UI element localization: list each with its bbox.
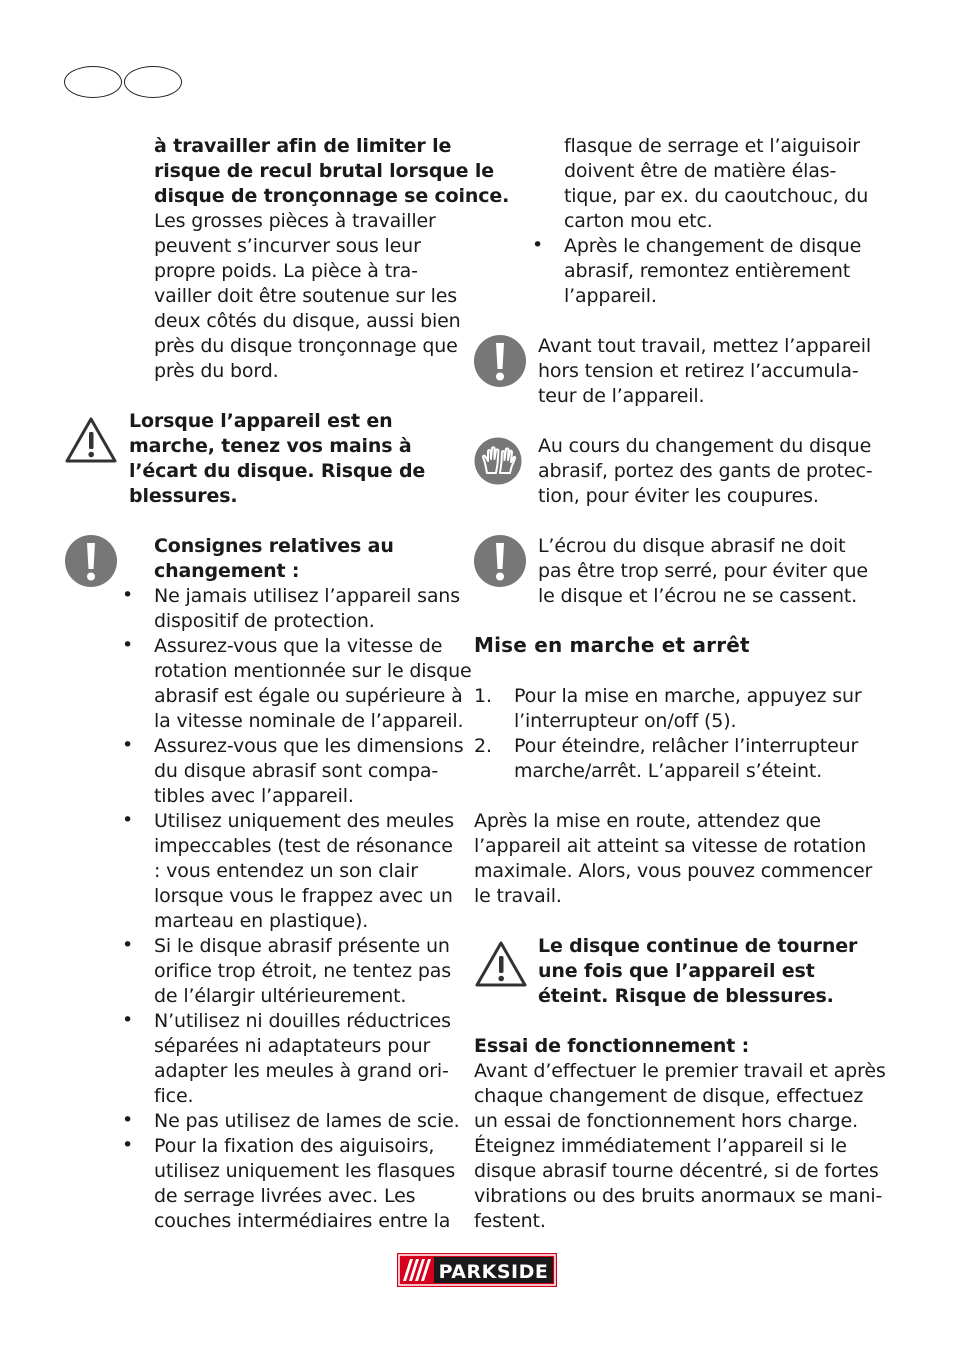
list-item-line: • Ne jamais utilisez l’appareil sans	[154, 585, 460, 607]
section-title: Mise en marche et arrêt	[474, 633, 750, 657]
intro-line: peuvent s’incurver sous leur	[154, 235, 421, 257]
paragraph-line: Éteignez immédiatement l’appareil si le	[474, 1135, 847, 1157]
list-item-line: de l’élargir ultérieurement.	[154, 985, 407, 1007]
paragraph-line: Après la mise en route, attendez que	[474, 810, 821, 832]
list-item-line: : vous entendez un son clair	[154, 860, 418, 882]
intro-bold-line: à travailler afin de limiter le	[154, 135, 452, 157]
list-item-line: • Si le disque abrasif présente un	[154, 935, 450, 957]
warning-line: Le disque continue de tourner	[538, 935, 858, 957]
intro-line: près du bord.	[154, 360, 279, 382]
list-item-line: • Utilisez uniquement des meules	[154, 810, 454, 832]
note-line: L’écrou du disque abrasif ne doit	[538, 535, 846, 557]
step-line: Pour éteindre, relâcher l’interrupteur	[514, 735, 859, 757]
parkside-logo	[397, 1253, 557, 1287]
list-item	[472, 234, 872, 309]
exclamation-circle-icon	[64, 534, 118, 588]
list-item-line: fice.	[154, 1085, 194, 1107]
language-tag-right	[124, 66, 182, 98]
list-item	[62, 809, 462, 934]
warning-triangle-icon	[64, 416, 118, 464]
step-line: l’interrupteur on/off (5).	[514, 710, 737, 732]
note-line: le disque et l’écrou ne se cassent.	[538, 585, 858, 607]
list-item-line: • Assurez-vous que la vitesse de	[154, 635, 443, 657]
intro-bold-line: disque de tronçonnage se coince.	[154, 185, 510, 207]
right-bullet-list	[472, 234, 872, 309]
list-item-line: la vitesse nominale de l’appareil.	[154, 710, 464, 732]
essai-title: Essai de fonctionnement :	[474, 1035, 750, 1057]
warning-hands	[129, 409, 425, 509]
list-item	[62, 1134, 462, 1234]
step-number: 1.	[474, 685, 492, 707]
paragraph-line: un essai de fonctionnement hors charge.	[474, 1110, 858, 1132]
step-line: Pour la mise en marche, appuyez sur	[514, 685, 862, 707]
consignes-title-line: changement :	[154, 560, 300, 582]
consignes-title	[154, 534, 394, 584]
list-item	[62, 1009, 462, 1109]
list-item	[62, 734, 462, 809]
list-item	[62, 934, 462, 1009]
note-line: tion, pour éviter les coupures.	[538, 485, 819, 507]
intro-bold-line: risque de recul brutal lorsque le	[154, 160, 494, 182]
note-line: Au cours du changement du disque	[538, 435, 872, 457]
svg-text:PARKSIDE: PARKSIDE	[438, 1261, 549, 1283]
list-item-line: utilisez uniquement les flasques	[154, 1160, 456, 1182]
consignes-list	[62, 584, 472, 1234]
note-power-off	[538, 334, 871, 409]
list-item	[474, 734, 874, 784]
language-tag-left	[64, 66, 122, 98]
list-item	[62, 1109, 462, 1134]
list-item	[62, 584, 462, 634]
warning-line: blessures.	[129, 485, 238, 507]
list-item-line: adapter les meules à grand ori-	[154, 1060, 449, 1082]
intro-line: Les grosses pièces à travailler	[154, 210, 436, 232]
intro-paragraph	[154, 134, 509, 384]
consignes-title-line: Consignes relatives au	[154, 535, 394, 557]
step-line: marche/arrêt. L’appareil s’éteint.	[514, 760, 823, 782]
note-line: abrasif, portez des gants de protec-	[538, 460, 873, 482]
note-gloves	[538, 434, 873, 509]
intro-line: propre poids. La pièce à tra-	[154, 260, 418, 282]
paragraph-line: disque abrasif tourne décentré, si de fortes	[474, 1160, 879, 1182]
gloves-icon	[474, 437, 522, 485]
warning-line: l’écart du disque. Risque de	[129, 460, 426, 482]
warning-line: une fois que l’appareil est	[538, 960, 815, 982]
warning-line: Lorsque l’appareil est en	[129, 410, 393, 432]
list-item-line: tibles avec l’appareil.	[154, 785, 354, 807]
note-line: hors tension et retirez l’accumula-	[538, 360, 859, 382]
intro-line: vailler doit être soutenue sur les	[154, 285, 458, 307]
exclamation-circle-icon	[473, 334, 527, 388]
list-item-line: • Pour la fixation des aiguisoirs,	[154, 1135, 435, 1157]
continued-bullet	[564, 134, 868, 234]
list-item-line: lorsque vous le frappez avec un	[154, 885, 453, 907]
list-item-line: • Assurez-vous que les dimensions	[154, 735, 464, 757]
intro-line: deux côtés du disque, aussi bien	[154, 310, 461, 332]
paragraph-line: l’appareil ait atteint sa vitesse de rotation	[474, 835, 867, 857]
paragraph-line: vibrations ou des bruits anormaux se mani-	[474, 1185, 883, 1207]
paragraph-line: festent.	[474, 1210, 546, 1232]
essai-section	[474, 1034, 886, 1234]
continued-line: carton mou etc.	[564, 210, 713, 232]
list-item-line: • Après le changement de disque	[564, 235, 862, 257]
list-item-line: séparées ni adaptateurs pour	[154, 1035, 431, 1057]
note-line: teur de l’appareil.	[538, 385, 705, 407]
list-item-line: orifice trop étroit, ne tentez pas	[154, 960, 451, 982]
intro-line: près du disque tronçonnage que	[154, 335, 458, 357]
exclamation-circle-icon	[473, 534, 527, 588]
list-item-line: dispositif de protection.	[154, 610, 375, 632]
paragraph-line: chaque changement de disque, effectuez	[474, 1085, 864, 1107]
list-item-line: l’appareil.	[564, 285, 657, 307]
paragraph-line: Avant d’effectuer le premier travail et après	[474, 1060, 886, 1082]
warning-rotation	[538, 934, 857, 1009]
warning-line: éteint. Risque de blessures.	[538, 985, 834, 1007]
list-item-line: abrasif est égale ou supérieure à	[154, 685, 463, 707]
note-line: Avant tout travail, mettez l’appareil	[538, 335, 871, 357]
list-item	[62, 634, 472, 734]
step-number: 2.	[474, 735, 492, 757]
warning-triangle-icon	[474, 940, 528, 988]
list-item-line: • N’utilisez ni douilles réductrices	[154, 1010, 451, 1032]
list-item-line: rotation mentionnée sur le disque	[154, 660, 472, 682]
paragraph-line: le travail.	[474, 885, 562, 907]
note-nut	[538, 534, 868, 609]
list-item-line: impeccables (test de résonance	[154, 835, 453, 857]
list-item	[474, 684, 874, 734]
list-item-line: abrasif, remontez entièrement	[564, 260, 851, 282]
warning-line: marche, tenez vos mains à	[129, 435, 412, 457]
list-item-line: de serrage livrées avec. Les	[154, 1185, 416, 1207]
paragraph-line: maximale. Alors, vous pouvez commencer	[474, 860, 873, 882]
note-line: pas être trop serré, pour éviter que	[538, 560, 868, 582]
continued-line: tique, par ex. du caoutchouc, du	[564, 185, 869, 207]
list-item-line: marteau en plastique).	[154, 910, 369, 932]
after-start-paragraph	[474, 809, 872, 909]
steps-list	[474, 684, 874, 784]
language-tags	[64, 66, 190, 100]
list-item-line: du disque abrasif sont compa-	[154, 760, 439, 782]
list-item-line: • Ne pas utilisez de lames de scie.	[154, 1110, 460, 1132]
list-item-line: couches intermédiaires entre la	[154, 1210, 451, 1232]
continued-line: flasque de serrage et l’aiguisoir	[564, 135, 860, 157]
continued-line: doivent être de matière élas-	[564, 160, 837, 182]
